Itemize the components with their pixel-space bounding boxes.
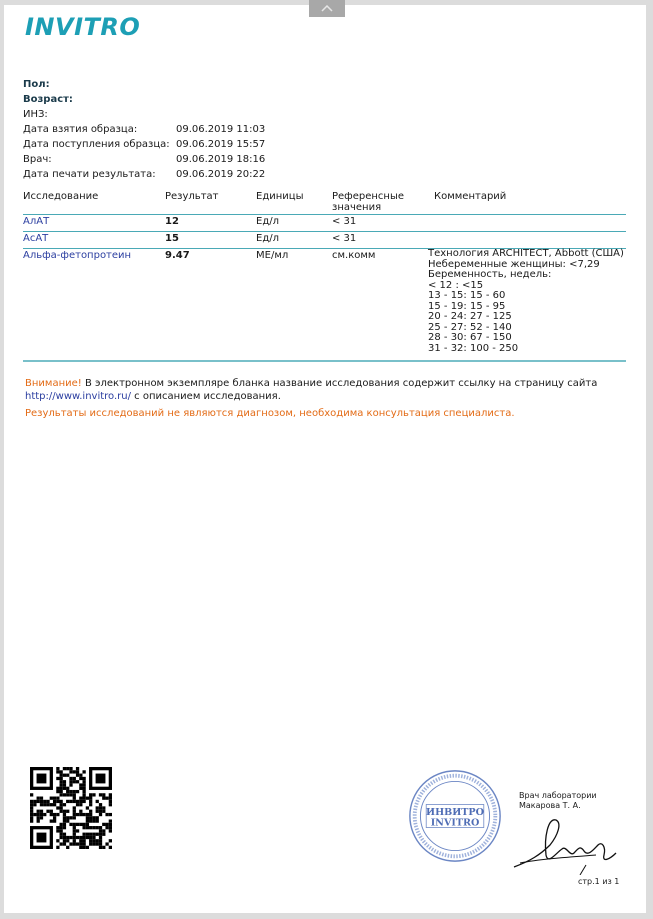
units: Ед/л	[256, 216, 279, 227]
comment-line: Технология ARCHITECT, Abbott (США)	[428, 248, 624, 259]
scroll-top-button[interactable]	[309, 0, 345, 17]
comment-line: 15 - 19: 15 - 95	[428, 300, 506, 312]
reference: см.комм	[332, 250, 376, 261]
result-value: 9.47	[165, 250, 190, 261]
doctor-signature-block	[519, 791, 597, 811]
header-comment: Комментарий	[434, 191, 507, 202]
comment-line: 13 - 15: 15 - 60	[428, 290, 506, 301]
comment-line: Беременность, недель:	[428, 269, 552, 280]
field-value: 09.06.2019 18:16	[176, 154, 266, 165]
table-row	[23, 249, 626, 362]
signature	[510, 815, 620, 875]
page-number: стр.1 из 1	[578, 877, 620, 886]
header-units: Единицы	[256, 191, 304, 202]
table-row	[23, 232, 626, 249]
chevron-up-icon	[321, 5, 333, 12]
comment-line: < 12 : <15	[428, 279, 484, 291]
field-label: Врач:	[23, 154, 52, 165]
disclaimer: Результаты исследований не являются диагнозом, необходима консультация специалиста.	[25, 408, 515, 419]
field-value: 09.06.2019 11:03	[176, 124, 266, 135]
notice	[25, 378, 625, 403]
reference: < 31	[332, 216, 357, 227]
notice-text: В электронном экземпляре бланка название исследования содержит ссылку на страницу сайта	[81, 378, 598, 389]
header-reference: Референсные значения	[332, 191, 405, 213]
result-value: 12	[165, 216, 179, 227]
field-value: 09.06.2019 20:22	[176, 169, 266, 180]
attention-label: Внимание!	[25, 378, 82, 389]
units: Ед/л	[256, 233, 279, 244]
comment-line: 28 - 30: 67 - 150	[428, 332, 512, 343]
test-link[interactable]: АлАТ	[23, 216, 50, 227]
age-label: Возраст:	[23, 94, 73, 105]
invitro-logo: INVITRO	[25, 13, 141, 41]
notice-text-2: с описанием исследования.	[131, 390, 281, 402]
doctor-name: Макарова Т. А.	[519, 801, 581, 810]
reference: < 31	[332, 233, 357, 244]
table-header	[23, 190, 626, 215]
stamp-text-en: INVITRO	[430, 817, 480, 829]
header-test: Исследование	[23, 191, 99, 202]
test-link[interactable]: АсАТ	[23, 233, 49, 244]
qr-code	[30, 767, 112, 849]
field-label: Дата поступления образца:	[23, 139, 170, 150]
comment-line: 31 - 32: 100 - 250	[428, 342, 519, 354]
comment-line: 25 - 27: 52 - 140	[428, 321, 512, 333]
result-value: 15	[165, 233, 179, 244]
patient-info	[23, 77, 265, 182]
units: МЕ/мл	[256, 250, 289, 261]
comment-line: Небеременные женщины: <7,29	[428, 258, 600, 270]
inz-label: ИНЗ:	[23, 109, 48, 120]
field-value: 09.06.2019 15:57	[176, 139, 266, 150]
header-result: Результат	[165, 191, 219, 202]
field-label: Дата печати результата:	[23, 169, 156, 180]
results-table	[23, 190, 626, 362]
comment-line: 20 - 24: 27 - 125	[428, 311, 512, 322]
doctor-title: Врач лаборатории	[519, 791, 597, 800]
comment	[428, 232, 626, 248]
stamp-text-ru: ИНВИТРО	[426, 807, 484, 819]
lab-stamp	[407, 768, 503, 864]
comment	[428, 215, 626, 231]
invitro-link[interactable]: http://www.invitro.ru/	[25, 390, 131, 402]
table-row	[23, 215, 626, 232]
comment	[428, 249, 626, 360]
test-link[interactable]: Альфа-фетопротеин	[23, 250, 132, 261]
sex-label: Пол:	[23, 79, 50, 90]
field-label: Дата взятия образца:	[23, 124, 138, 135]
